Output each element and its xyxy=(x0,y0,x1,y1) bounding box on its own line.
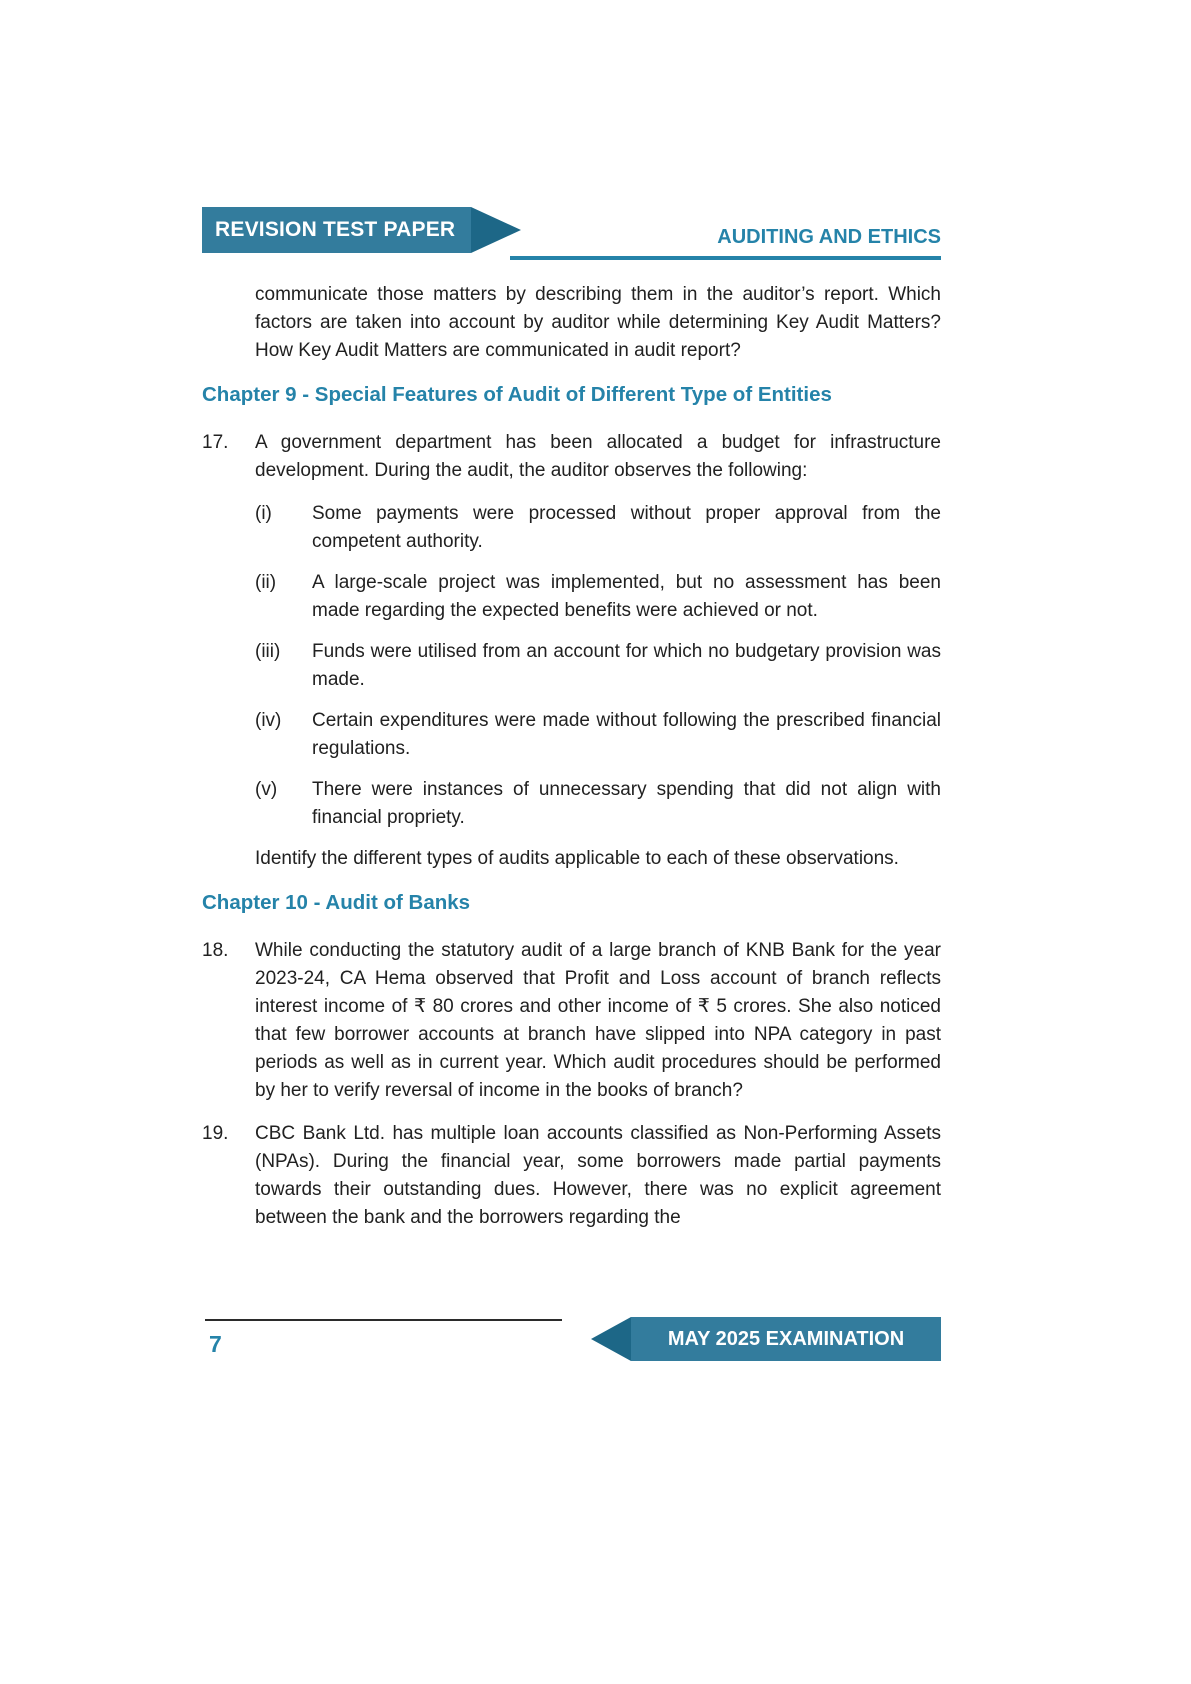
subitem-marker: (iii) xyxy=(255,641,281,662)
header-banner-label: REVISION TEST PAPER xyxy=(202,207,471,253)
chapter-9-heading: Chapter 9 - Special Features of Audit of Different Type of Entities xyxy=(202,383,832,406)
subitem-text: Funds were utilised from an account for which no budgetary provision was made. xyxy=(312,641,941,690)
question-19-number: 19. xyxy=(202,1123,229,1144)
footer-banner xyxy=(631,1317,941,1361)
subitem-marker: (iv) xyxy=(255,710,282,731)
question-17 xyxy=(202,429,941,485)
question-17-subitem-i xyxy=(255,500,941,556)
continuation-paragraph: communicate those matters by describing them in the auditor’s report. Which factors are taken into account by auditor while determining Key Audit Matters? How Key Audit Matters are communicated in audit report? xyxy=(255,284,941,361)
question-18-number: 18. xyxy=(202,940,229,961)
subitem-text: A large-scale project was implemented, but no assessment has been made regarding the expected benefits were achieved or not. xyxy=(312,572,941,621)
question-17-subitem-iii xyxy=(255,638,941,694)
question-19-text: CBC Bank Ltd. has multiple loan accounts classified as Non-Performing Assets (NPAs). During the financial year, some borrowers made partial payments towards their outstanding dues. However, there was no explicit agreement between the bank and the borrowers regarding the xyxy=(255,1123,941,1228)
header-banner xyxy=(202,207,521,253)
subitem-text: Some payments were processed without proper approval from the competent authority. xyxy=(312,503,941,552)
subject-title: AUDITING AND ETHICS xyxy=(717,226,941,248)
question-17-text: A government department has been allocated a budget for infrastructure development. During the audit, the auditor observes the following: xyxy=(255,432,941,481)
question-19 xyxy=(202,1120,941,1232)
question-18-text: While conducting the statutory audit of a large branch of KNB Bank for the year 2023-24, CA Hema observed that Profit and Loss account of branch reflects interest income of ₹ 80 crores and other income of ₹ 5 crores. She also noticed that few borrower accounts at branch have slipped into NPA category in past periods as well as in current year. Which audit procedures should be performed by her to verify reversal of income in the books of branch? xyxy=(255,940,941,1101)
subitem-marker: (ii) xyxy=(255,572,277,593)
question-18 xyxy=(202,937,941,1105)
footer-rule xyxy=(205,1319,562,1321)
page-number: 7 xyxy=(209,1331,222,1357)
subitem-marker: (i) xyxy=(255,503,272,524)
subitem-marker: (v) xyxy=(255,779,278,800)
footer-arrow-icon xyxy=(591,1317,631,1361)
subitem-text: There were instances of unnecessary spending that did not align with financial propriety. xyxy=(312,779,941,828)
question-17-closing: Identify the different types of audits applicable to each of these observations. xyxy=(255,848,899,869)
question-17-subitem-iv xyxy=(255,707,941,763)
header-rule xyxy=(510,256,941,260)
page-content xyxy=(202,281,941,1247)
question-17-subitem-v xyxy=(255,776,941,832)
header-subject-block xyxy=(510,207,941,260)
chapter-10-heading: Chapter 10 - Audit of Banks xyxy=(202,891,471,914)
question-17-number: 17. xyxy=(202,432,229,453)
question-17-subitem-ii xyxy=(255,569,941,625)
page-header xyxy=(202,207,941,259)
subitem-text: Certain expenditures were made without following the prescribed financial regulations. xyxy=(312,710,941,759)
footer-exam-label: MAY 2025 EXAMINATION xyxy=(667,1327,905,1350)
